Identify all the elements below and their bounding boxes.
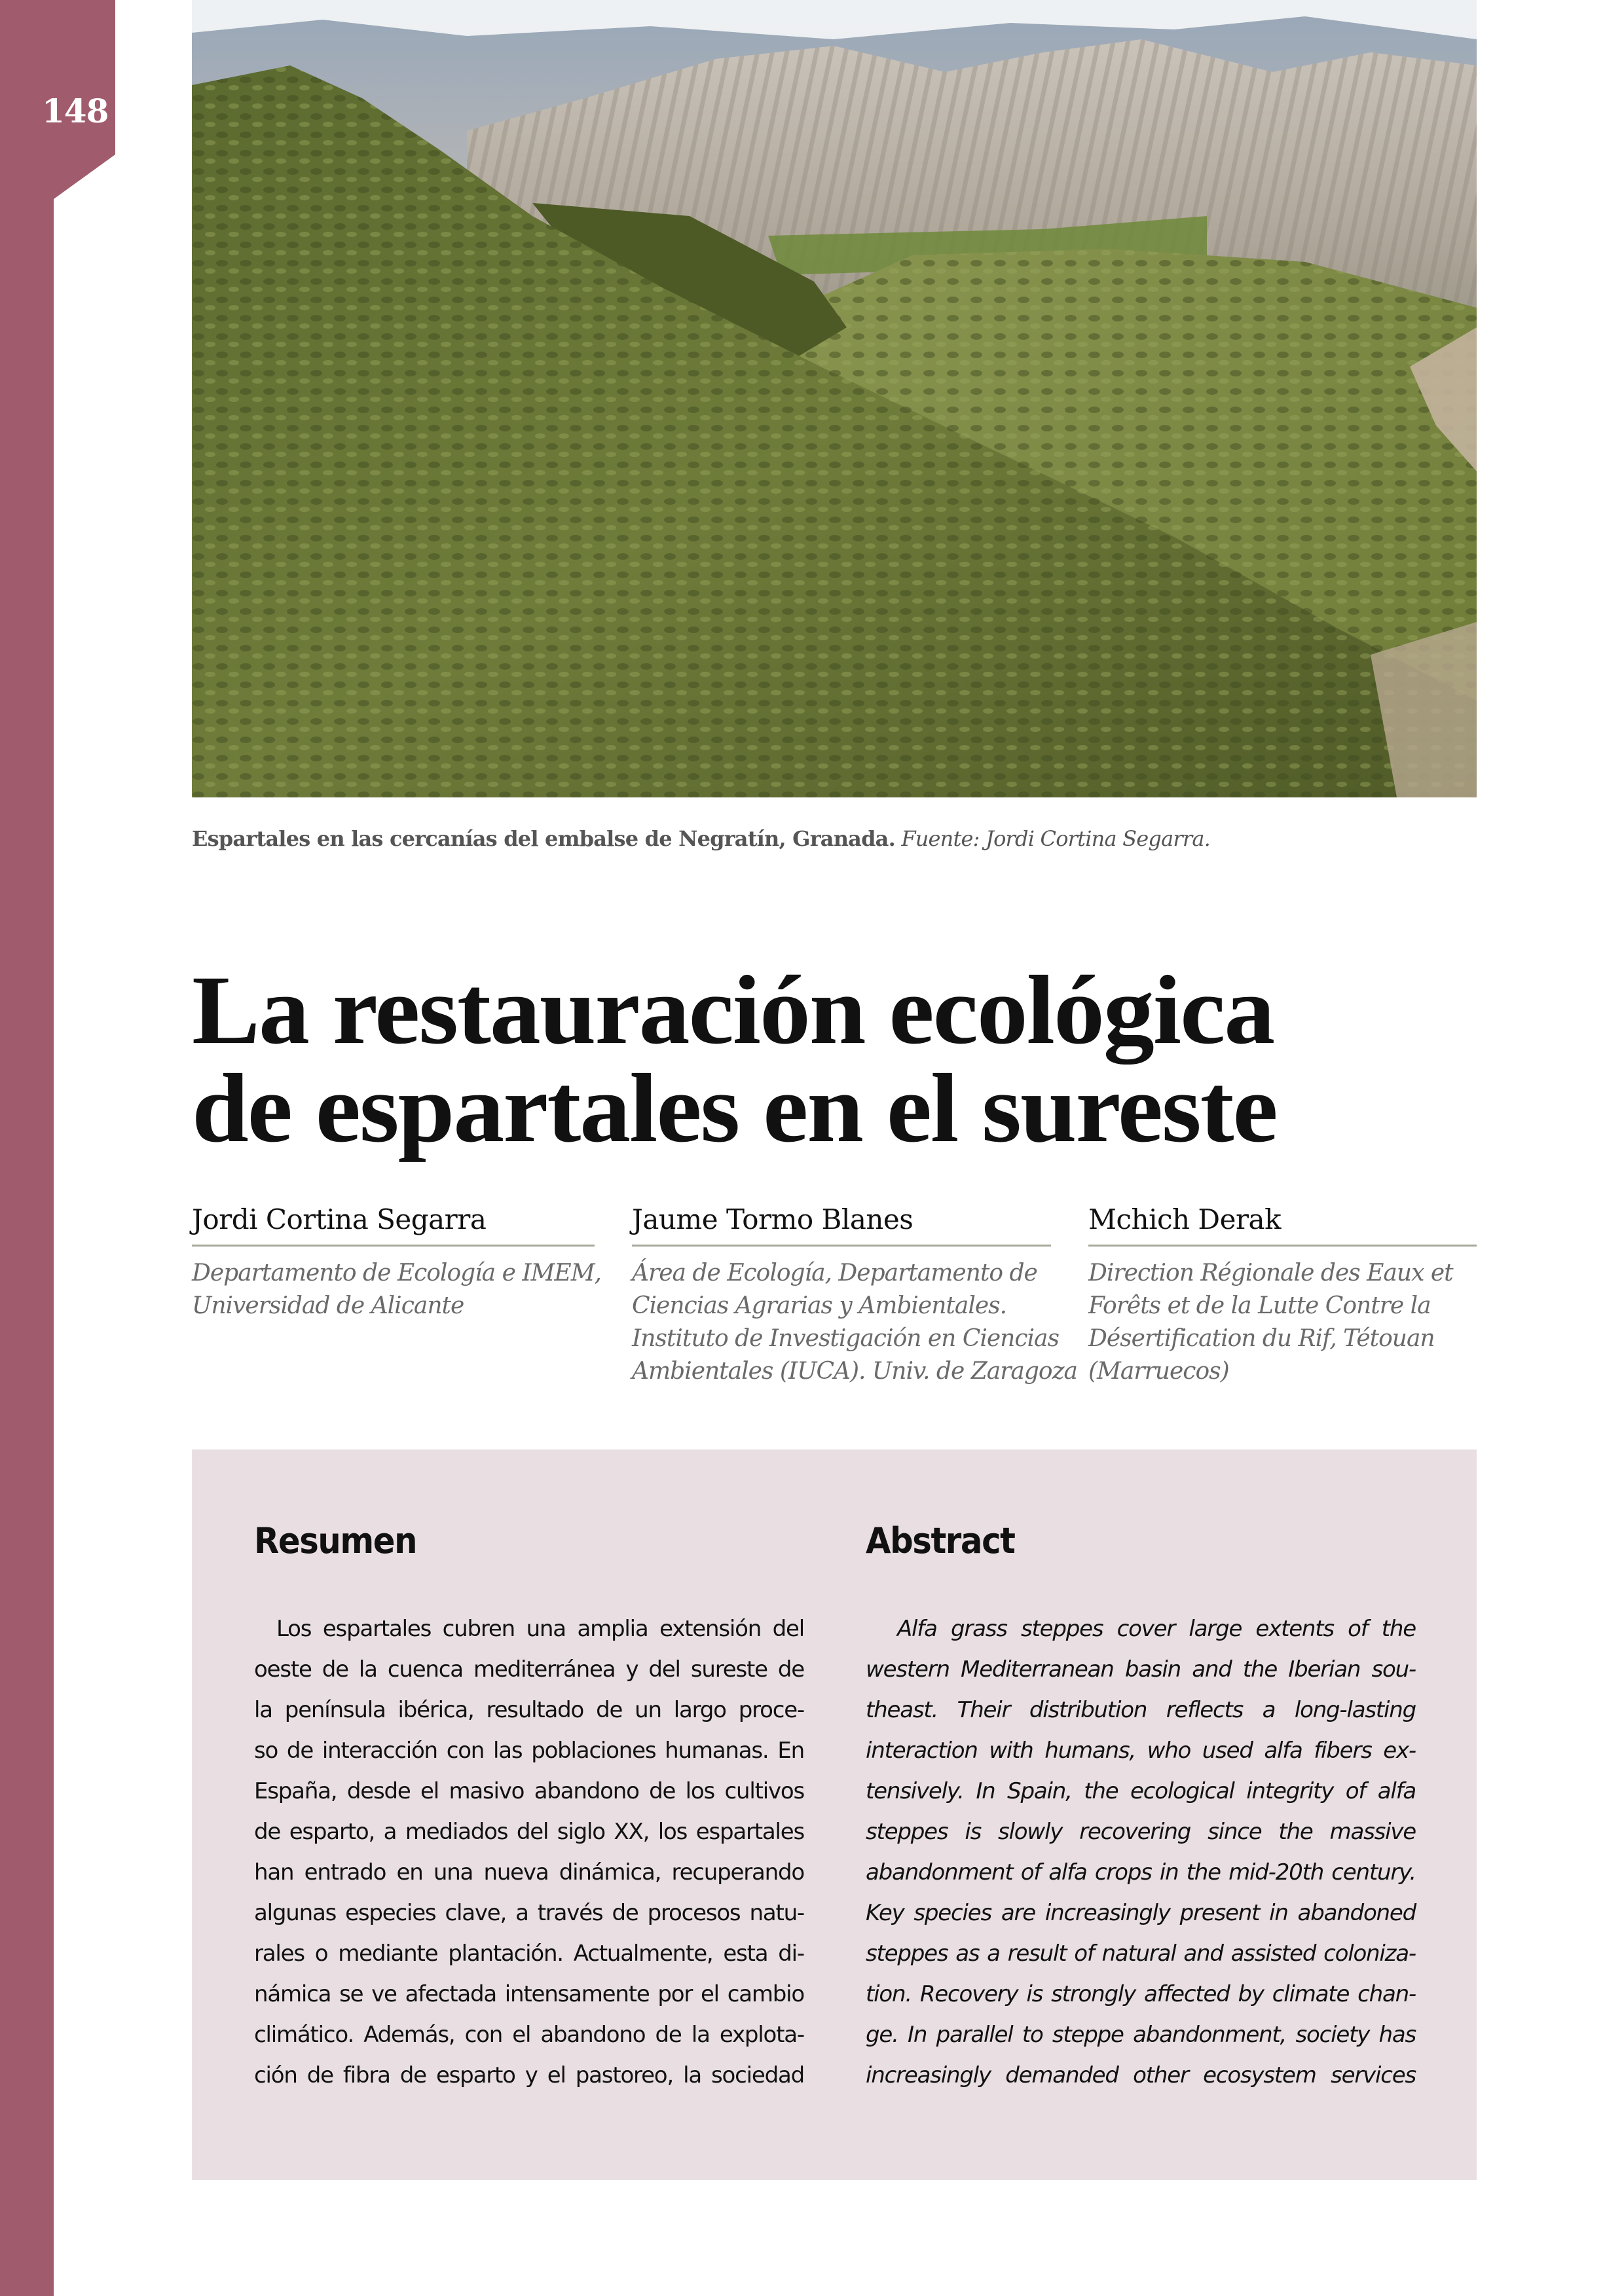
text-line: so de interacción con las poblaciones humanas. En — [254, 1738, 804, 1764]
text-line: rales o mediante plantación. Actualmente, esta di- — [254, 1941, 804, 1967]
author-block — [192, 1203, 601, 1322]
text-line: steppes is slowly recovering since the massive — [866, 1819, 1416, 1845]
text-line: tion. Recovery is strongly affected by climate chan- — [866, 1981, 1416, 2007]
text-line: ge. In parallel to steppe abandonment, society has — [866, 2022, 1416, 2048]
affiliation-line: Instituto de Investigación en Ciencias — [632, 1325, 1059, 1352]
affiliation-line: Forêts et de la Lutte Contre la — [1088, 1292, 1431, 1319]
author-affiliation — [1088, 1257, 1477, 1388]
text-line: Key species are increasingly present in abandoned — [866, 1900, 1416, 1926]
affiliation-line: Universidad de Alicante — [192, 1292, 464, 1319]
resumen-text — [254, 1609, 804, 2096]
author-block — [632, 1203, 1078, 1388]
page-edge-shape — [0, 0, 115, 2296]
text-line: abandonment of alfa crops in the mid-20th century. — [866, 1859, 1416, 1886]
page-number: 148 — [42, 92, 109, 130]
text-line: increasingly demanded other ecosystem services — [866, 2062, 1416, 2088]
text-line: España, desde el masivo abandono de los cultivos — [254, 1778, 804, 1804]
text-line: ción de fibra de esparto y el pastoreo, la sociedad — [254, 2062, 804, 2088]
text-line: de esparto, a mediados del siglo XX, los espartales — [254, 1819, 804, 1845]
text-line: tensively. In Spain, the ecological integrity of alfa — [866, 1778, 1416, 1804]
affiliation-line: (Marruecos) — [1088, 1358, 1229, 1385]
title-line: La restauración ecológica — [192, 956, 1274, 1065]
text-line: námica se ve afectada intensamente por el cambio — [254, 1981, 804, 2007]
author-name: Jaume Tormo Blanes — [632, 1203, 1051, 1247]
text-line: steppes as a result of natural and assisted coloniza- — [866, 1941, 1416, 1967]
landscape-image — [192, 0, 1477, 797]
text-line: theast. Their distribution reflects a long-lasting — [866, 1697, 1416, 1723]
caption-text: Espartales en las cercanías del embalse de Negratín, Granada. — [192, 826, 895, 851]
page-edge-bar — [0, 0, 115, 2296]
article-title — [192, 956, 1502, 1163]
abstract-text — [866, 1609, 1416, 2096]
author-name: Mchich Derak — [1088, 1203, 1477, 1247]
abstract-box — [192, 1449, 1477, 2180]
affiliation-line: Désertification du Rif, Tétouan — [1088, 1325, 1435, 1352]
text-line: algunas especies clave, a través de procesos natu- — [254, 1900, 804, 1926]
text-line: western Mediterranean basin and the Iberian sou- — [866, 1656, 1416, 1683]
author-block — [1088, 1203, 1477, 1388]
abstract-heading: Abstract — [866, 1520, 1015, 1561]
affiliation-line: Ciencias Agrarias y Ambientales. — [632, 1292, 1007, 1319]
resumen-column — [254, 1520, 804, 2096]
author-name: Jordi Cortina Segarra — [192, 1203, 595, 1247]
text-line: oeste de la cuenca mediterránea y del sureste de — [254, 1656, 804, 1683]
affiliation-line: Departamento de Ecología e IMEM, — [192, 1260, 601, 1286]
affiliation-line: Área de Ecología, Departamento de — [632, 1260, 1037, 1286]
caption-source: Fuente: Jordi Cortina Segarra. — [901, 826, 1210, 851]
text-line: climático. Además, con el abandono de la explota- — [254, 2022, 804, 2048]
resumen-heading: Resumen — [254, 1520, 417, 1561]
text-line: interaction with humans, who used alfa fibers ex- — [866, 1738, 1416, 1764]
affiliation-line: Ambientales (IUCA). Univ. de Zaragoza — [632, 1358, 1078, 1385]
text-line: Los espartales cubren una amplia extensión del — [276, 1616, 804, 1642]
text-line: han entrado en una nueva dinámica, recuperando — [254, 1859, 804, 1886]
author-affiliation — [632, 1257, 1078, 1388]
author-affiliation — [192, 1257, 601, 1322]
title-line: de espartales en el sureste — [192, 1054, 1277, 1163]
text-line: la península ibérica, resultado de un largo proce- — [254, 1697, 804, 1723]
figure-photo — [192, 0, 1477, 797]
figure-caption — [192, 826, 1477, 851]
text-line: Alfa grass steppes cover large extents of the — [897, 1616, 1416, 1642]
affiliation-line: Direction Régionale des Eaux et — [1088, 1260, 1453, 1286]
abstract-column — [866, 1520, 1416, 2096]
